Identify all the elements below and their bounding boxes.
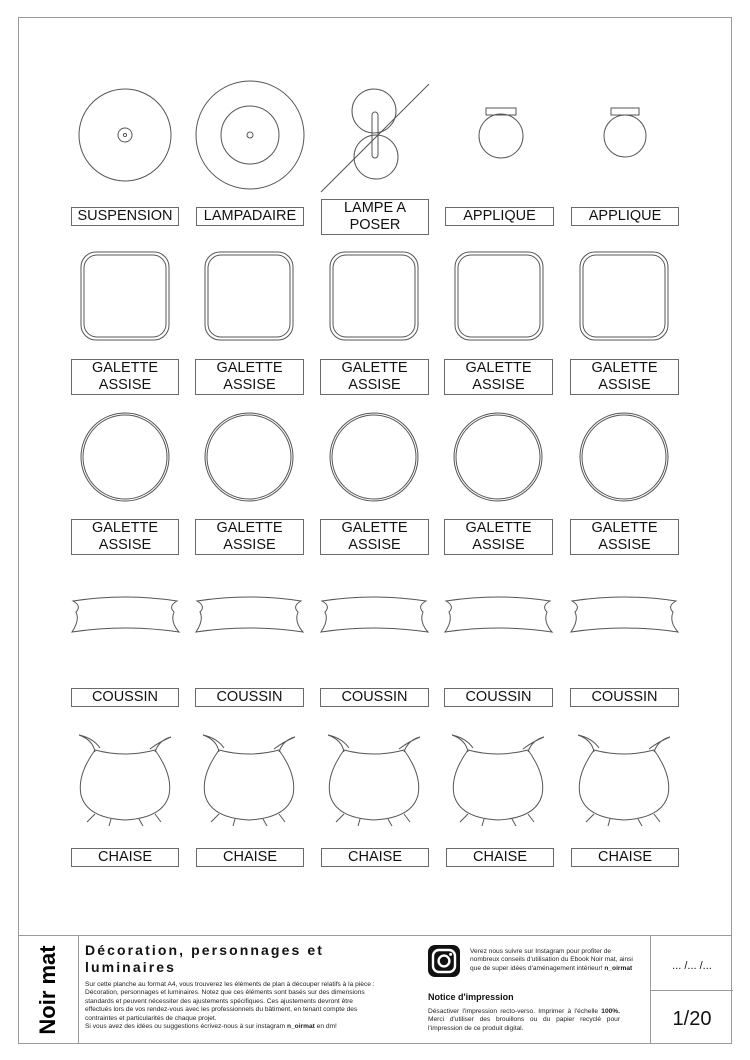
label-lampadaire: LAMPADAIRE xyxy=(196,207,304,226)
page-info-box xyxy=(650,936,733,1044)
divider xyxy=(651,990,733,991)
chaise-shape xyxy=(328,735,420,826)
chaise-shape xyxy=(203,735,295,826)
label-chaise: CHAISE xyxy=(446,848,554,867)
description-contact: Si vous avez des idées ou suggestions écrivez-nous à sur instagram xyxy=(85,1023,286,1031)
label-coussin: COUSSIN xyxy=(71,688,179,707)
label-coussin: COUSSIN xyxy=(444,688,553,707)
label-chaise: CHAISE xyxy=(71,848,179,867)
label-coussin: COUSSIN xyxy=(195,688,304,707)
lampadaire-drawing xyxy=(196,81,304,189)
label-chaise: CHAISE xyxy=(196,848,304,867)
instagram-promo: Verez nous suivre sur Instagram pour profiter de nombreux conseils d'utilisation du Ebook Noir mat, ainsi que de super idées d'aménagement intérieur! xyxy=(470,948,633,972)
brand-name: Noir mat xyxy=(35,945,60,1035)
label-galette-assise: GALETTE ASSISE xyxy=(444,519,553,555)
label-coussin: COUSSIN xyxy=(320,688,429,707)
coussin-drawings xyxy=(72,597,678,632)
brand-block xyxy=(18,936,79,1044)
coussin-shape xyxy=(445,597,552,632)
page-number: 1/20 xyxy=(672,1008,712,1030)
chaise-shape xyxy=(452,735,544,826)
coussin-shape xyxy=(321,597,428,632)
label-coussin: COUSSIN xyxy=(570,688,679,707)
label-galette-assise: GALETTE ASSISE xyxy=(570,519,679,555)
notice-line: Désactiver l'impression recto-verso. Imprimer à l'échelle xyxy=(428,1008,599,1015)
label-applique: APPLIQUE xyxy=(571,207,679,226)
applique-drawing xyxy=(604,108,646,157)
notice-scale: 100%. xyxy=(601,1008,620,1015)
label-galette-assise: GALETTE ASSISE xyxy=(71,359,179,395)
chaise-drawings xyxy=(79,735,670,826)
lampe-a-poser-drawing xyxy=(321,84,429,192)
label-galette-assise: GALETTE ASSISE xyxy=(195,359,304,395)
label-galette-assise: GALETTE ASSISE xyxy=(195,519,304,555)
suspension-drawing xyxy=(79,89,171,181)
galette-round-drawings xyxy=(81,413,668,501)
sheet-description xyxy=(85,981,377,1031)
label-galette-assise: GALETTE ASSISE xyxy=(320,519,429,555)
applique-drawing xyxy=(479,108,523,158)
label-chaise: CHAISE xyxy=(571,848,679,867)
instagram-promo-text xyxy=(470,948,635,973)
notice-title: Notice d'impression xyxy=(428,992,514,1002)
footer xyxy=(18,935,732,1044)
chaise-shape xyxy=(578,735,670,826)
label-suspension: SUSPENSION xyxy=(71,207,179,226)
instagram-handle-link[interactable]: n_oirmat xyxy=(286,1023,315,1031)
label-galette-assise: GALETTE ASSISE xyxy=(570,359,679,395)
instagram-icon[interactable] xyxy=(427,944,461,978)
label-applique: APPLIQUE xyxy=(445,207,554,226)
coussin-shape xyxy=(571,597,678,632)
sheet-title: Décoration, personnages et luminaires xyxy=(85,942,324,975)
coussin-shape xyxy=(196,597,303,632)
galette-square-drawings xyxy=(81,252,668,340)
label-galette-assise: GALETTE ASSISE xyxy=(444,359,553,395)
notice-line: Merci d'utiliser des brouillons ou du papier recyclé pour l'impression de ce produit digital. xyxy=(428,1016,620,1032)
label-lampe-a-poser: LAMPE A POSER xyxy=(321,199,429,235)
instagram-handle[interactable]: n_oirmat xyxy=(604,964,633,972)
description-text: Sur cette planche au format A4, vous trouverez les éléments de plan à découper relatifs à la pièce : Décoration, personnages et luminaires. Notez que ces éléments sont basés sur des dimensions standards et peuvent nécessiter des ajustements spécifiques. Ces ajustements devront être effectués lors de vos rendez-vous avec les professionnels du bâtiment, en tenant compte des contraintes et particularités de chaque projet. xyxy=(85,981,375,1022)
date-field: ... /... /... xyxy=(672,960,712,972)
label-galette-assise: GALETTE ASSISE xyxy=(320,359,429,395)
description-end: en dm! xyxy=(316,1023,337,1031)
chaise-shape xyxy=(79,735,171,826)
coussin-shape xyxy=(72,597,179,632)
label-galette-assise: GALETTE ASSISE xyxy=(71,519,179,555)
label-chaise: CHAISE xyxy=(321,848,429,867)
notice-text xyxy=(428,1008,620,1033)
